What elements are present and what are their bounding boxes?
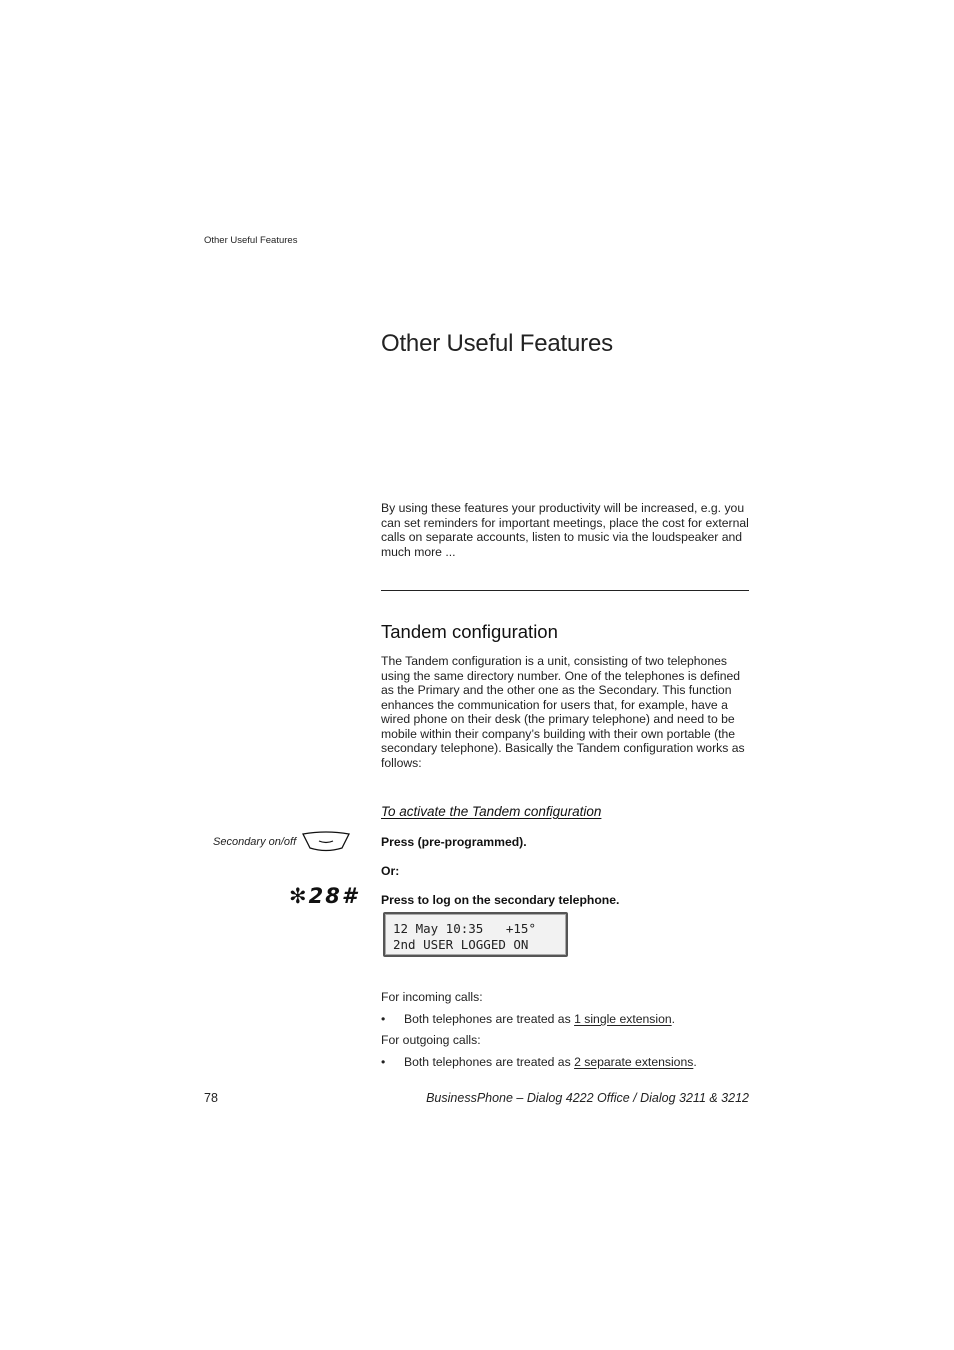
chapter-title: Other Useful Features <box>381 330 613 357</box>
section-body: The Tandem configuration is a unit, consisting of two telephones using the same directory number. One of the telephones is defined as the Primary and the other one as the Secondary. This function enhances the communication for users that, for example, have a wired phone on their desk (the primary telephone) and need to be mobile within their company’s building with their own portable (the secondary telephone). Basically the Tandem configuration works as follows: <box>381 654 745 770</box>
running-header: Other Useful Features <box>204 235 298 246</box>
display-line-2: 2nd USER LOGGED ON <box>393 937 529 952</box>
secondary-key-label: Secondary on/off <box>213 836 297 848</box>
or-text: Or: <box>381 864 400 878</box>
outgoing-label: For outgoing calls: <box>381 1033 481 1047</box>
step-press-key: Press (pre-programmed). <box>381 835 527 849</box>
dial-code: ✻28# <box>289 884 359 908</box>
procedure-title: To activate the Tandem configuration <box>381 804 602 819</box>
section-divider <box>381 590 749 591</box>
single-extension-term: 1 single extension <box>574 1012 672 1026</box>
phone-display <box>383 912 568 957</box>
programmable-key-icon <box>302 831 350 853</box>
footer-title: BusinessPhone – Dialog 4222 Office / Dialog 3211 & 3212 <box>426 1091 749 1105</box>
bullet-text: Both telephones are treated as 1 single extension. <box>404 1012 676 1026</box>
bullet-dot: • <box>381 1055 386 1069</box>
bullet-text: Both telephones are treated as 2 separate extensions. <box>404 1055 697 1069</box>
step-log-on: Press to log on the secondary telephone. <box>381 893 620 907</box>
display-line-1: 12 May 10:35 +15° <box>393 921 536 936</box>
section-title: Tandem configuration <box>381 621 558 642</box>
bullet-dot: • <box>381 1012 386 1026</box>
separate-extensions-term: 2 separate extensions <box>574 1055 694 1069</box>
incoming-label: For incoming calls: <box>381 990 483 1004</box>
intro-paragraph: By using these features your productivity will be increased, e.g. you can set reminders for important meetings, place the cost for external calls on separate accounts, listen to music via the loudspeaker and much more ... <box>381 501 749 559</box>
page-number: 78 <box>204 1091 218 1105</box>
